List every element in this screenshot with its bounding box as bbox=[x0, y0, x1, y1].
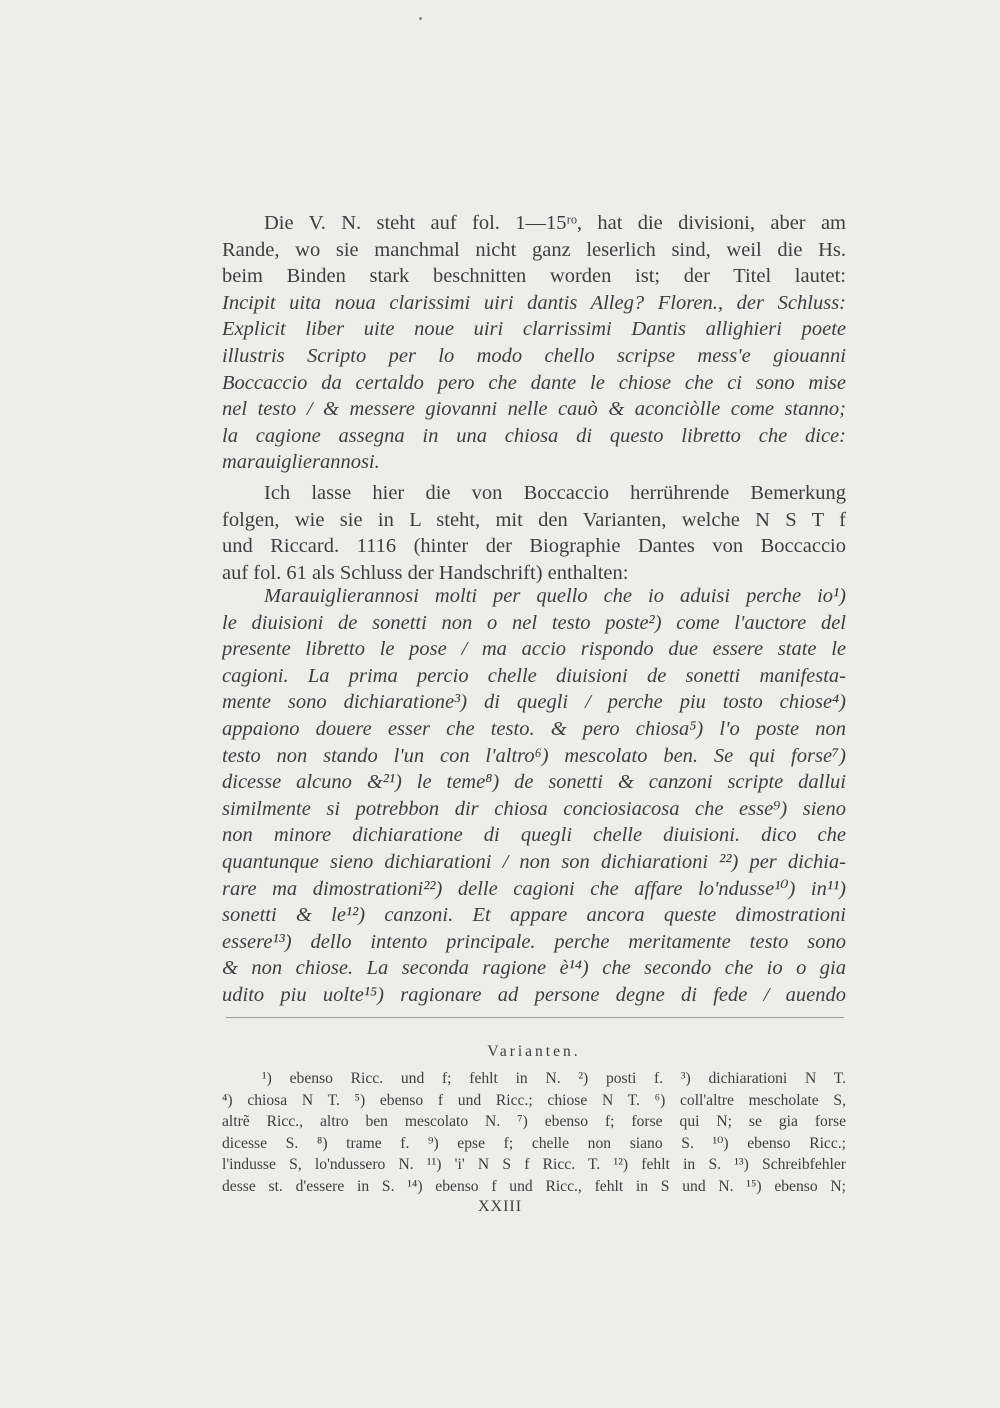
note-line: desse st. d'essere in S. ¹⁴) ebenso f und Ricc., fehlt in S und N. ¹⁵) ebenso N; bbox=[222, 1177, 846, 1195]
quote-line: testo non stando l'un con l'altro⁶) mescolato ben. Se qui forse⁷) bbox=[222, 744, 846, 767]
quote-line: quantunque sieno dichiarationi / non son dichiarationi ²²) per dichia- bbox=[222, 850, 846, 873]
quote-line: rare ma dimostrationi²²) delle cagioni che affare lo'ndusse¹⁰) in¹¹) bbox=[222, 877, 846, 900]
text-line: Rande, wo sie manchmal nicht ganz leserlich sind, weil die Hs. bbox=[222, 238, 846, 261]
text-line: folgen, wie sie in L steht, mit den Varianten, welche N S T f bbox=[222, 508, 846, 531]
text-line: illustris Scripto per lo modo chello scripse mess'e giouanni bbox=[222, 344, 846, 367]
quote-line: similmente si potrebbon dir chiosa conciosiacosa che esse⁹) sieno bbox=[222, 797, 846, 820]
quote-line: & non chiose. La seconda ragione è¹⁴) che secondo che io o gia bbox=[222, 957, 846, 980]
footnote-divider bbox=[226, 1017, 844, 1018]
quote-line: dicesse alcuno &²¹) le teme⁸) de sonetti & canzoni scripte dallui bbox=[222, 771, 846, 794]
text-line: marauiglierannosi. bbox=[222, 451, 380, 474]
quote-line: essere¹³) dello intento principale. perche meritamente testo sono bbox=[222, 930, 846, 953]
boccaccio-quote bbox=[222, 583, 846, 1009]
intro-text bbox=[222, 210, 846, 586]
quote-line: sonetti & le¹²) canzoni. Et appare ancora queste dimostrationi bbox=[222, 904, 846, 927]
variants-notes bbox=[222, 1040, 846, 1197]
note-line: dicesse S. ⁸) trame f. ⁹) epse f; chelle non siano S. ¹⁰) ebenso Ricc.; bbox=[222, 1134, 846, 1152]
text-line: beim Binden stark beschnitten worden ist; der Titel lautet: bbox=[222, 265, 846, 288]
text-line: Die V. N. steht auf fol. 1—15ʳᵒ, hat die divisioni, aber am bbox=[264, 212, 846, 234]
quote-line: presente libretto le pose / ma accio rispondo due essere state le bbox=[222, 638, 846, 661]
text-line: und Riccard. 1116 (hinter der Biographie Dantes von Boccaccio bbox=[222, 535, 846, 558]
text-line: la cagione assegna in una chiosa di questo libretto che dice: bbox=[222, 424, 846, 447]
text-line: nel testo / & messere giovanni nelle cauò & aconciòlle come stanno; bbox=[222, 398, 846, 421]
quote-line: mente sono dichiaratione³) di quegli / perche piu tosto chiose⁴) bbox=[222, 691, 846, 714]
text-line: Explicit liber uite noue uiri clarrissimi Dantis allighieri poete bbox=[222, 318, 846, 341]
note-line: altrẽ Ricc., altro ben mescolato N. ⁷) ebenso f; forse qui N; se gia forse bbox=[222, 1113, 846, 1130]
text-line: Incipit uita noua clarissimi uiri dantis Alleg? Floren., der Schluss: bbox=[222, 291, 846, 314]
quote-line: Marauiglierannosi molti per quello che io aduisi perche io¹) bbox=[264, 585, 846, 607]
note-line: l'indusse S, lo'ndussero N. ¹¹) 'i' N S f Ricc. T. ¹²) fehlt in S. ¹³) Schreibfehler bbox=[222, 1156, 846, 1173]
variants-heading: Varianten. bbox=[487, 1043, 581, 1060]
note-line: ¹) ebenso Ricc. und f; fehlt in N. ²) posti f. ³) dichiarationi N T. bbox=[262, 1070, 846, 1087]
quote-line: non minore dichiaratione di quegli chelle diuisioni. dico che bbox=[222, 824, 846, 847]
text-line: auf fol. 61 als Schluss der Handschrift) enthalten: bbox=[222, 561, 629, 584]
quote-line: appaiono douere esser che testo. & pero chiosa⁵) l'o poste non bbox=[222, 717, 846, 740]
ink-speck bbox=[419, 17, 422, 20]
quote-line: le diuisioni de sonetti non o nel testo poste²) come l'auctore del bbox=[222, 611, 846, 634]
page-number: XXIII bbox=[477, 1198, 523, 1215]
quote-line: cagioni. La prima percio chelle diuisioni de sonetti manifesta- bbox=[222, 664, 846, 687]
text-line: Boccaccio da certaldo pero che dante le chiose che ci sono mise bbox=[222, 371, 846, 394]
text-line: Ich lasse hier die von Boccaccio herrührende Bemerkung bbox=[264, 481, 846, 504]
note-line: ⁴) chiosa N T. ⁵) ebenso f und Ricc.; chiose N T. ⁶) coll'altre mescholate S, bbox=[222, 1091, 846, 1109]
quote-line: udito piu uolte¹⁵) ragionare ad persone degne di fede / auendo bbox=[222, 983, 846, 1006]
